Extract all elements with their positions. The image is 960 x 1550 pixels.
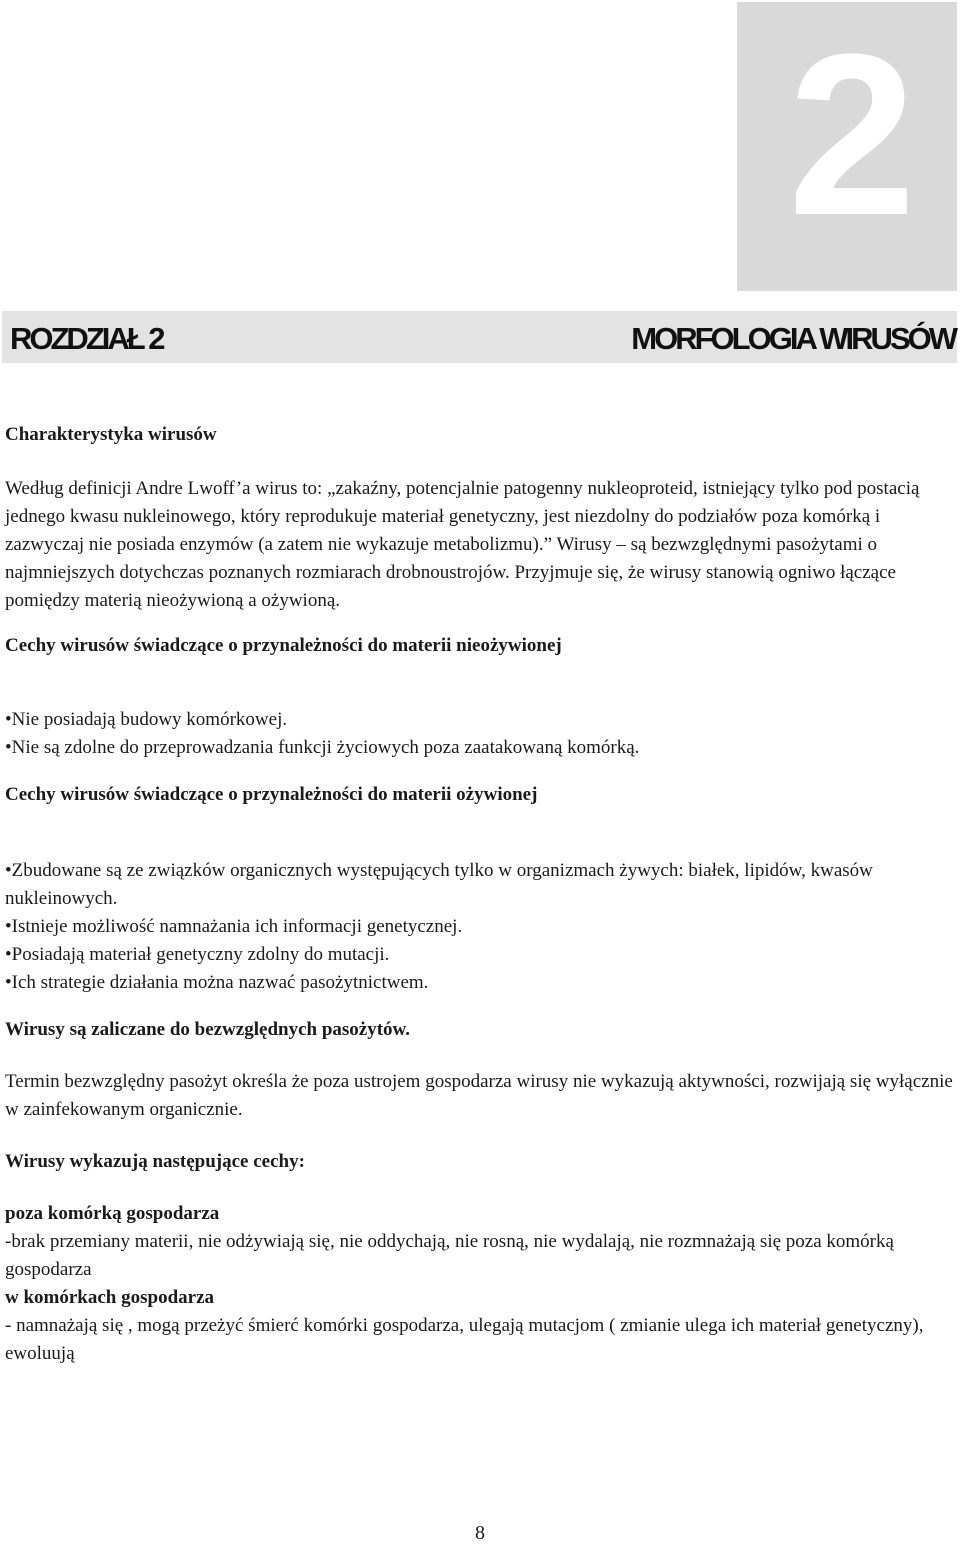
section-title: Charakterystyka wirusów: [5, 424, 217, 445]
page-content: [5, 421, 955, 1368]
nonliving-heading: Cechy wirusów świadczące o przynależności do materii nieożywionej: [5, 635, 562, 656]
list-item: • Zbudowane są ze związków organicznych występujących tylko w organizmach żywych: białek, lipidów, kwasów nukleinowych.: [5, 857, 955, 913]
list-item: • Nie są zdolne do przeprowadzania funkcji życiowych poza zaatakowaną komórką.: [5, 734, 955, 762]
living-list: [5, 857, 955, 997]
parasites-heading: Wirusy są zaliczane do bezwzględnych pasożytów.: [5, 1019, 410, 1040]
intro-paragraph: Według definicji Andre Lwoff’a wirus to: „zakaźny, potencjalnie patogenny nukleoproteid, istniejący tylko pod postacią jednego kwasu nukleinowego, który reprodukuje materiał genetyczny, jest niezdolny do podziałów poza komórką i zazwyczaj nie posiada enzymów (a zatem nie wykazuje metabolizmu).” Wirusy – są bezwzględnymi pasożytami o najmniejszych dotychczas poznanych rozmiarach drobnoustrojów. Przyjmuje się, że wirusy stanowią ogniwo łączące pomiędzy materią nieożywioną a ożywioną.: [5, 478, 920, 611]
outside-host-text: -brak przemiany materii, nie odżywiają się, nie oddychają, nie rosną, nie wydalają, nie rozmnażają się poza komórką gospodarza: [5, 1231, 894, 1280]
list-item: • Nie posiadają budowy komórkowej.: [5, 706, 955, 734]
list-item: • Istnieje możliwość namnażania ich informacji genetycznej.: [5, 913, 955, 941]
features-heading: Wirusy wykazują następujące cechy:: [5, 1151, 305, 1172]
nonliving-list: [5, 706, 955, 762]
page-number: 8: [475, 1522, 485, 1544]
chapter-label: ROZDZIAŁ 2: [10, 321, 163, 356]
living-heading: Cechy wirusów świadczące o przynależności do materii ożywionej: [5, 784, 538, 805]
list-item: • Posiadają materiał genetyczny zdolny do mutacji.: [5, 941, 955, 969]
chapter-title: MORFOLOGIA WIRUSÓW: [631, 321, 955, 356]
list-item: • Ich strategie działania można nazwać pasożytnictwem.: [5, 969, 955, 997]
inside-host-heading: w komórkach gospodarza: [5, 1287, 215, 1308]
chapter-header: [2, 311, 957, 363]
inside-host-text: - namnażają się , mogą przeżyć śmierć komórki gospodarza, ulegają mutacjom ( zmianie ulega ich materiał genetyczny), ewoluują: [5, 1315, 924, 1364]
outside-host-heading: poza komórką gospodarza: [5, 1203, 220, 1224]
chapter-number-box: [737, 2, 957, 291]
parasites-paragraph: Termin bezwzględny pasożyt określa że poza ustrojem gospodarza wirusy nie wykazują aktywności, rozwijają się wyłącznie w zainfekowanym organicznie.: [5, 1071, 953, 1120]
chapter-number: 2: [788, 6, 906, 263]
